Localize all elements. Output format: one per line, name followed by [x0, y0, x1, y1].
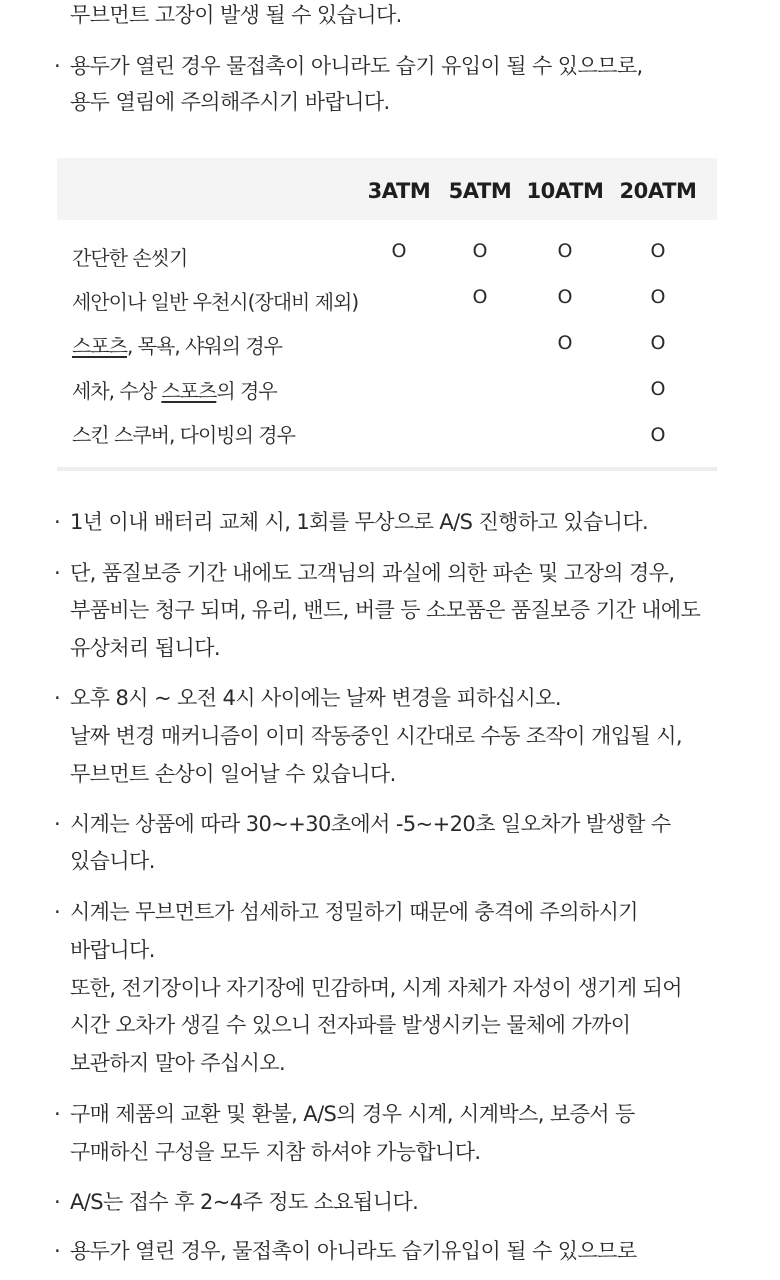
- row-label-rest: , 목욕, 샤워의 경우: [126, 334, 282, 358]
- note-line: A/S는 접수 후 2~4주 정도 소요됩니다.: [70, 1190, 419, 1214]
- note-line: 보관하지 말아 주십시오.: [70, 1051, 286, 1075]
- note-line: 용두가 열린 경우, 물접촉이 아니라도 습기유입이 될 수 있으므로: [70, 1239, 637, 1263]
- sports-underlined-text: 스포츠: [72, 334, 127, 358]
- note-line: 부품비는 청구 되며, 유리, 밴드, 버클 등 소모품은 품질보증 기간 내에도: [70, 598, 701, 622]
- table-row-label: 스킨 스쿠버, 다이빙의 경우: [72, 423, 295, 447]
- note-line: 오후 8시 ~ 오전 4시 사이에는 날짜 변경을 피하십시오.: [70, 686, 561, 710]
- check-mark-20atm: O: [650, 240, 666, 262]
- check-mark-20atm: O: [650, 378, 666, 400]
- note-line: 시계는 상품에 따라 30~+30초에서 -5~+20초 일오차가 발생할 수: [70, 812, 671, 836]
- table-header-20atm: 20ATM: [619, 179, 697, 203]
- check-mark-5atm: O: [472, 286, 488, 308]
- bullet-marker: ·: [54, 510, 61, 534]
- bullet-marker: ·: [54, 1102, 61, 1126]
- table-row-label: 세안이나 일반 우천시(장대비 제외): [72, 290, 359, 314]
- check-mark-10atm: O: [557, 332, 573, 354]
- note-line: 무브먼트 손상이 일어날 수 있습니다.: [70, 762, 396, 786]
- table-header-5atm: 5ATM: [448, 179, 512, 203]
- bullet-marker: ·: [54, 561, 61, 585]
- row-label-rest: 의 경우: [216, 379, 277, 403]
- table-header-3atm: 3ATM: [367, 179, 431, 203]
- note-line: 날짜 변경 매커니즘이 이미 작동중인 시간대로 수동 조작이 개입될 시,: [70, 724, 682, 748]
- check-mark-20atm: O: [650, 286, 666, 308]
- check-mark-20atm: O: [650, 332, 666, 354]
- bullet-marker: ·: [54, 1190, 61, 1214]
- note-line: 1년 이내 배터리 교체 시, 1회를 무상으로 A/S 진행하고 있습니다.: [70, 510, 649, 534]
- table-row-label: 간단한 손씻기: [72, 246, 188, 270]
- check-mark-5atm: O: [472, 240, 488, 262]
- note-line: 있습니다.: [70, 849, 155, 873]
- bullet-marker: ·: [54, 1239, 61, 1263]
- check-mark-10atm: O: [557, 286, 573, 308]
- intro-text-line: 무브먼트 고장이 발생 될 수 있습니다.: [70, 3, 402, 27]
- note-line: 시계는 무브먼트가 섬세하고 정밀하기 때문에 충격에 주의하시기: [70, 900, 638, 924]
- check-mark-3atm: O: [391, 240, 407, 262]
- row-label-part: 세차, 수상: [72, 379, 162, 403]
- table-row-label: [72, 333, 282, 359]
- note-line: 구매하신 구성을 모두 지참 하셔야 가능합니다.: [70, 1140, 481, 1164]
- bullet-marker: ·: [54, 54, 61, 78]
- note-line: 바랍니다.: [70, 938, 155, 962]
- bullet-marker: ·: [54, 900, 61, 924]
- crown-warning-line-1: 용두가 열린 경우 물접촉이 아니라도 습기 유입이 될 수 있으므로,: [70, 54, 643, 78]
- note-line: 시간 오차가 생길 수 있으니 전자파를 발생시키는 물체에 가까이: [70, 1013, 631, 1037]
- table-bottom-divider: [57, 467, 717, 471]
- note-line: 단, 품질보증 기간 내에도 고객님의 과실에 의한 파손 및 고장의 경우,: [70, 561, 675, 585]
- bullet-marker: ·: [54, 812, 61, 836]
- note-line: 구매 제품의 교환 및 환불, A/S의 경우 시계, 시계박스, 보증서 등: [70, 1102, 635, 1126]
- crown-warning-line-2: 용두 열림에 주의해주시기 바랍니다.: [70, 90, 390, 114]
- table-header-10atm: 10ATM: [526, 179, 604, 203]
- sports-underlined-text: 스포츠: [161, 379, 217, 403]
- note-line: 또한, 전기장이나 자기장에 민감하며, 시계 자체가 자성이 생기게 되어: [70, 976, 682, 1000]
- check-mark-20atm: O: [650, 424, 666, 446]
- table-row-label: [72, 378, 277, 404]
- note-line: 유상처리 됩니다.: [70, 636, 220, 660]
- bullet-marker: ·: [54, 686, 61, 710]
- check-mark-10atm: O: [557, 240, 573, 262]
